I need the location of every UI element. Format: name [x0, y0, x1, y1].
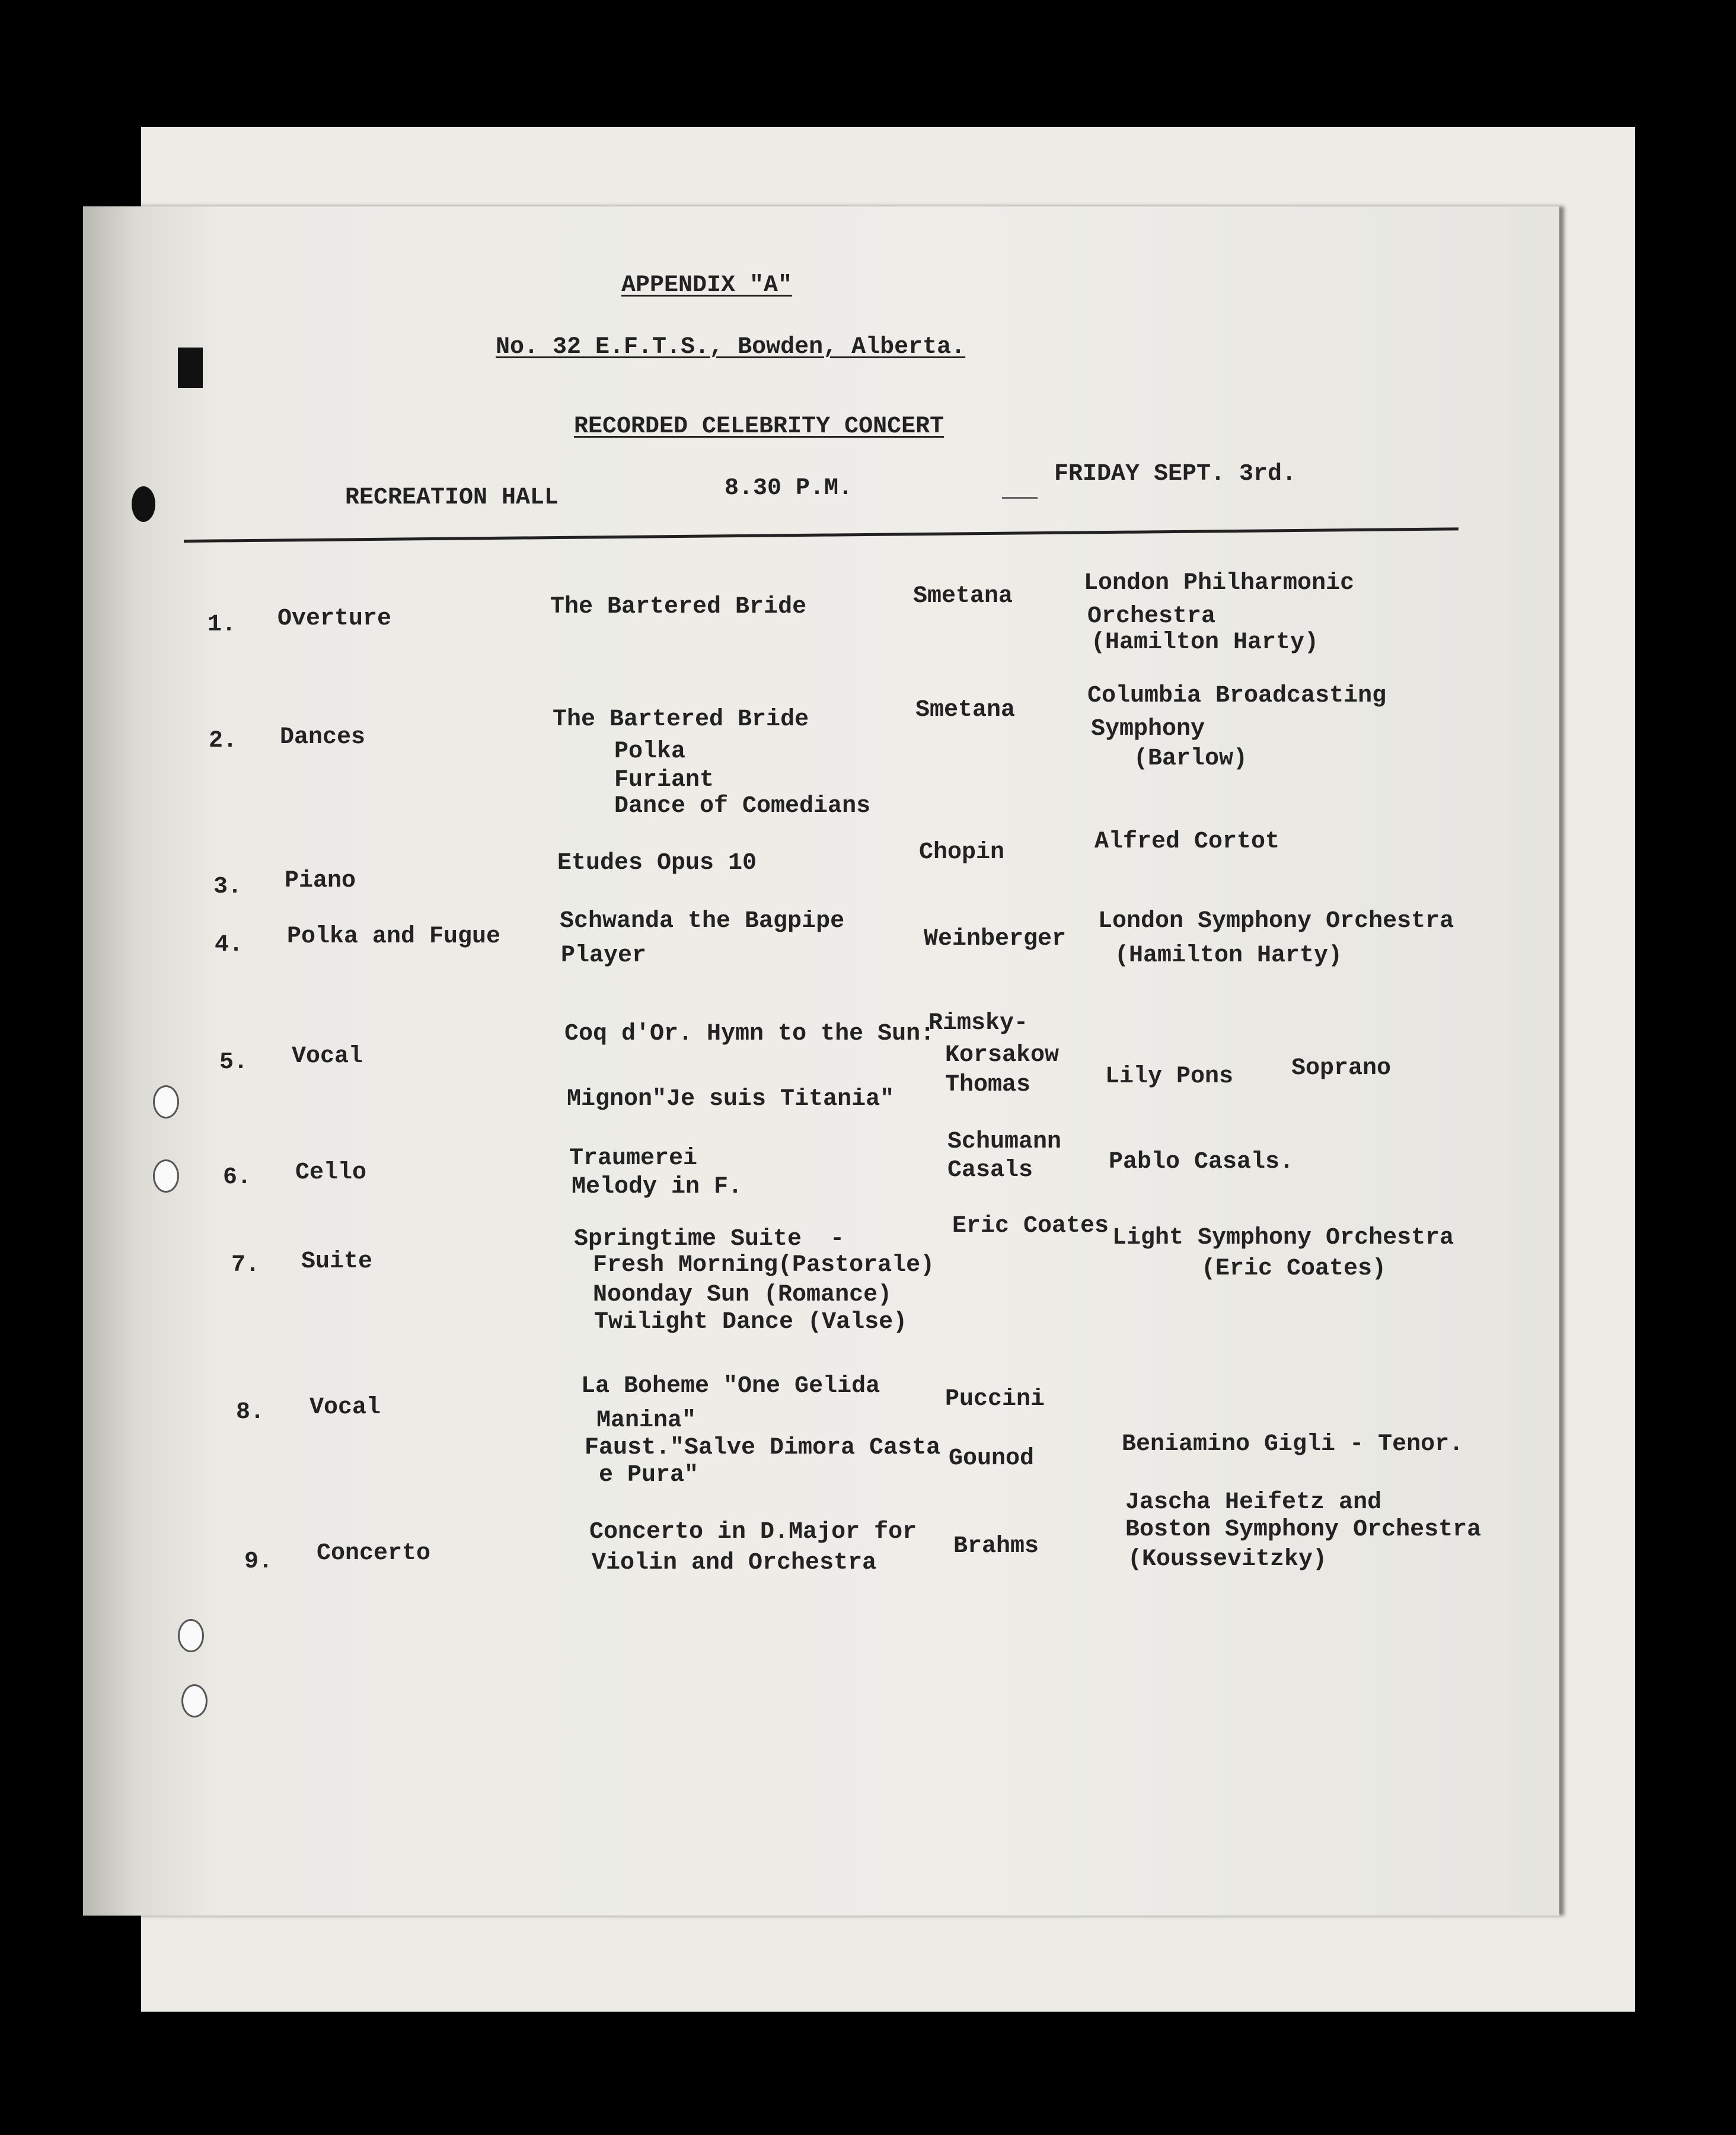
item-type: Vocal — [309, 1394, 381, 1421]
item-work: Violin and Orchestra — [592, 1550, 877, 1576]
voice-type: Soprano — [1291, 1055, 1392, 1082]
item-performer: (Hamilton Harty) — [1091, 629, 1319, 656]
item-number: 6. — [223, 1164, 252, 1191]
item-performer: Boston Symphony Orchestra — [1125, 1516, 1482, 1543]
item-number: 7. — [231, 1252, 260, 1279]
item-type: Concerto — [317, 1540, 431, 1567]
item-performer: (Koussevitzky) — [1128, 1546, 1327, 1573]
item-type: Polka and Fugue — [287, 923, 501, 950]
item-work: The Bartered Bride — [550, 594, 807, 620]
item-work: Manina" — [596, 1407, 697, 1434]
item-work: Melody in F. — [572, 1174, 743, 1200]
concert-title: RECORDED CELEBRITY CONCERT — [574, 413, 944, 440]
item-composer: Chopin — [919, 839, 1005, 866]
item-type: Suite — [301, 1248, 373, 1275]
item-work: Player — [561, 942, 647, 969]
item-work: Coq d'Or. Hymn to the Sun: — [564, 1021, 935, 1047]
item-work: The Bartered Bride — [553, 706, 809, 733]
item-performer: Orchestra — [1087, 603, 1216, 630]
item-number: 2. — [209, 728, 238, 754]
item-composer: Weinberger — [924, 926, 1067, 952]
item-work: Etudes Opus 10 — [557, 850, 757, 877]
item-type: Overture — [277, 606, 392, 632]
item-performer: London Philharmonic — [1084, 570, 1355, 597]
item-type: Piano — [285, 868, 356, 894]
item-work: Twilight Dance (Valse) — [594, 1309, 908, 1336]
appendix-heading: APPENDIX "A" — [621, 272, 793, 299]
item-number: 8. — [236, 1399, 265, 1426]
item-work: Fresh Morning(Pastorale) — [593, 1252, 935, 1279]
item-number: 5. — [219, 1049, 248, 1076]
item-performer: (Eric Coates) — [1201, 1255, 1387, 1282]
item-performer: Pablo Casals. — [1109, 1149, 1294, 1175]
punch-hole — [181, 1684, 208, 1717]
item-work: Traumerei — [569, 1145, 698, 1172]
item-composer: Smetana — [913, 583, 1013, 610]
item-work: e Pura" — [599, 1462, 699, 1489]
punch-hole — [153, 1085, 179, 1119]
item-composer: Puccini — [945, 1386, 1045, 1413]
item-work: Polka — [614, 738, 686, 765]
item-number: 1. — [208, 611, 237, 638]
item-composer: Brahms — [953, 1533, 1039, 1560]
item-performer: Light Symphony Orchestra — [1112, 1225, 1454, 1251]
item-composer: Korsakow — [945, 1042, 1060, 1069]
item-composer: Thomas — [945, 1072, 1031, 1098]
item-work: Dance of Comedians — [614, 793, 871, 820]
item-performer: Jascha Heifetz and — [1125, 1489, 1382, 1516]
item-work: Mignon"Je suis Titania" — [567, 1086, 895, 1113]
item-performer: Beniamino Gigli - Tenor. — [1122, 1431, 1464, 1458]
binder-pin — [132, 486, 155, 522]
venue: RECREATION HALL — [345, 485, 559, 511]
item-work: Schwanda the Bagpipe — [560, 908, 845, 935]
item-composer: Smetana — [915, 697, 1016, 724]
item-work: Noonday Sun (Romance) — [593, 1282, 892, 1308]
item-performer: Alfred Cortot — [1094, 828, 1280, 855]
punch-hole — [178, 1619, 204, 1652]
unit-heading: No. 32 E.F.T.S., Bowden, Alberta. — [496, 334, 966, 361]
item-composer: Eric Coates — [952, 1213, 1109, 1239]
item-performer: Lily Pons — [1105, 1063, 1234, 1090]
item-performer: Symphony — [1091, 716, 1205, 743]
item-composer: Gounod — [949, 1445, 1035, 1472]
item-number: 9. — [244, 1548, 273, 1575]
item-type: Cello — [295, 1159, 367, 1186]
item-composer: Schumann — [947, 1129, 1062, 1155]
item-composer: Rimsky- — [928, 1010, 1029, 1037]
item-work: Concerto in D.Major for — [589, 1519, 917, 1546]
item-composer: Casals — [947, 1157, 1033, 1184]
item-type: Vocal — [292, 1043, 363, 1070]
divider — [1002, 497, 1038, 499]
item-work: Furiant — [614, 767, 714, 794]
item-performer: London Symphony Orchestra — [1098, 908, 1454, 935]
paper-clip — [178, 348, 203, 388]
item-performer: (Barlow) — [1134, 745, 1248, 772]
item-performer: (Hamilton Harty) — [1115, 942, 1343, 969]
item-type: Dances — [280, 724, 366, 751]
item-work: Springtime Suite - — [574, 1226, 845, 1253]
item-performer: Columbia Broadcasting — [1087, 683, 1387, 709]
item-number: 3. — [213, 874, 242, 900]
concert-time: 8.30 P.M. — [725, 475, 853, 502]
item-work: Faust."Salve Dimora Casta — [585, 1435, 941, 1461]
item-work: La Boheme "One Gelida — [581, 1373, 880, 1400]
concert-date: FRIDAY SEPT. 3rd. — [1054, 461, 1297, 487]
item-number: 4. — [215, 932, 244, 958]
punch-hole — [153, 1159, 179, 1193]
